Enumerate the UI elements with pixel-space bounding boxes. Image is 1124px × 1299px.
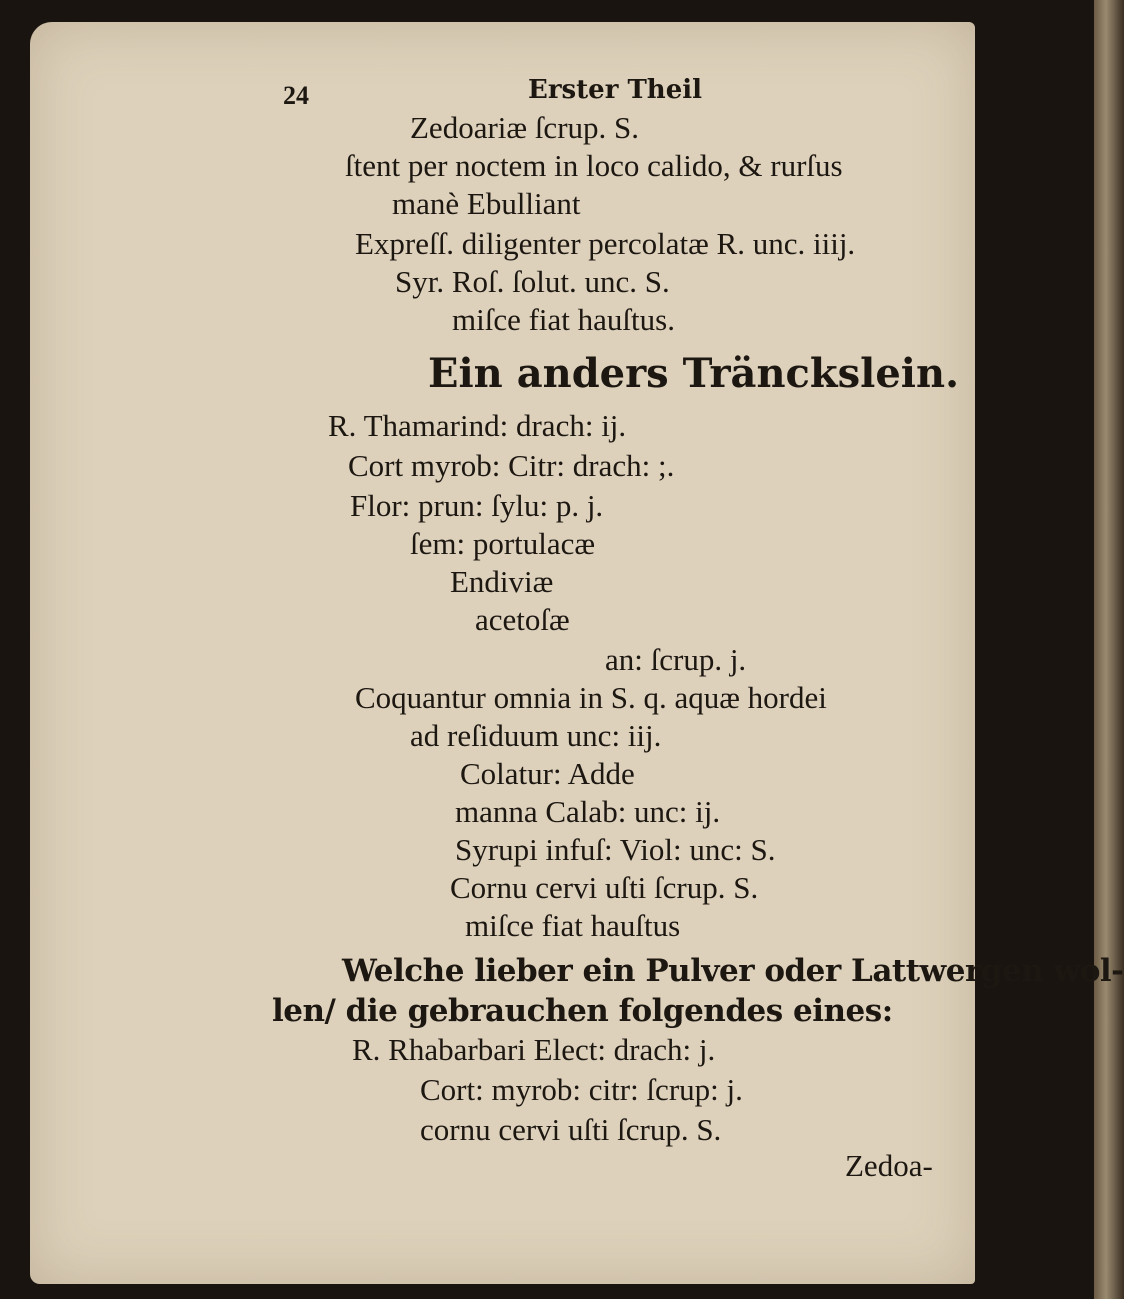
section-heading: Ein anders Tränckslein.: [428, 350, 959, 397]
recipe-line: R. Thamarind: drach: ij.: [328, 408, 627, 443]
text-line: miſce fiat hauſtus.: [452, 302, 675, 337]
recipe-line: Cort: myrob: citr: ſcrup: j.: [420, 1072, 743, 1107]
recipe-line: an: ſcrup. j.: [605, 642, 747, 677]
text-line: Syr. Roſ. ſolut. unc. S.: [395, 264, 670, 299]
recipe-line: miſce fiat hauſtus: [465, 908, 681, 943]
recipe-line: Endiviæ: [450, 564, 554, 599]
page-number: 24: [283, 81, 309, 110]
recipe-line: cornu cervi uſti ſcrup. S.: [420, 1112, 722, 1147]
recipe-line: acetoſæ: [475, 602, 570, 637]
recipe-line: ſem: portulacæ: [410, 526, 596, 561]
book-edge: [1094, 0, 1124, 1299]
recipe-line: manna Calab: unc: ij.: [455, 794, 721, 829]
text-line: Zedoariæ ſcrup. S.: [410, 110, 640, 145]
running-head: Erster Theil: [528, 75, 703, 105]
recipe-line: Flor: prun: ſylu: p. j.: [350, 488, 604, 523]
subheading-line: Welche lieber ein Pulver oder Lattwergen wol-: [342, 953, 1124, 989]
recipe-line: R. Rhabarbari Elect: drach: j.: [352, 1032, 716, 1067]
recipe-line: Colatur: Adde: [460, 756, 635, 791]
text-line: manè Ebulliant: [392, 186, 581, 221]
text-line: Expreſſ. diligenter percolatæ R. unc. iiij.: [355, 226, 856, 261]
subheading-line: len/ die gebrauchen folgendes eines:: [272, 993, 893, 1029]
text-line: ſtent per noctem in loco calido, & rurſus: [345, 148, 843, 183]
recipe-line: Syrupi infuſ: Viol: unc: S.: [455, 832, 776, 867]
recipe-line: ad reſiduum unc: iij.: [410, 718, 662, 753]
catchword: Zedoa-: [845, 1148, 933, 1183]
recipe-line: Cort myrob: Citr: drach: ;.: [348, 448, 675, 483]
recipe-line: Coquantur omnia in S. q. aquæ hordei: [355, 680, 827, 715]
recipe-line: Cornu cervi uſti ſcrup. S.: [450, 870, 759, 905]
